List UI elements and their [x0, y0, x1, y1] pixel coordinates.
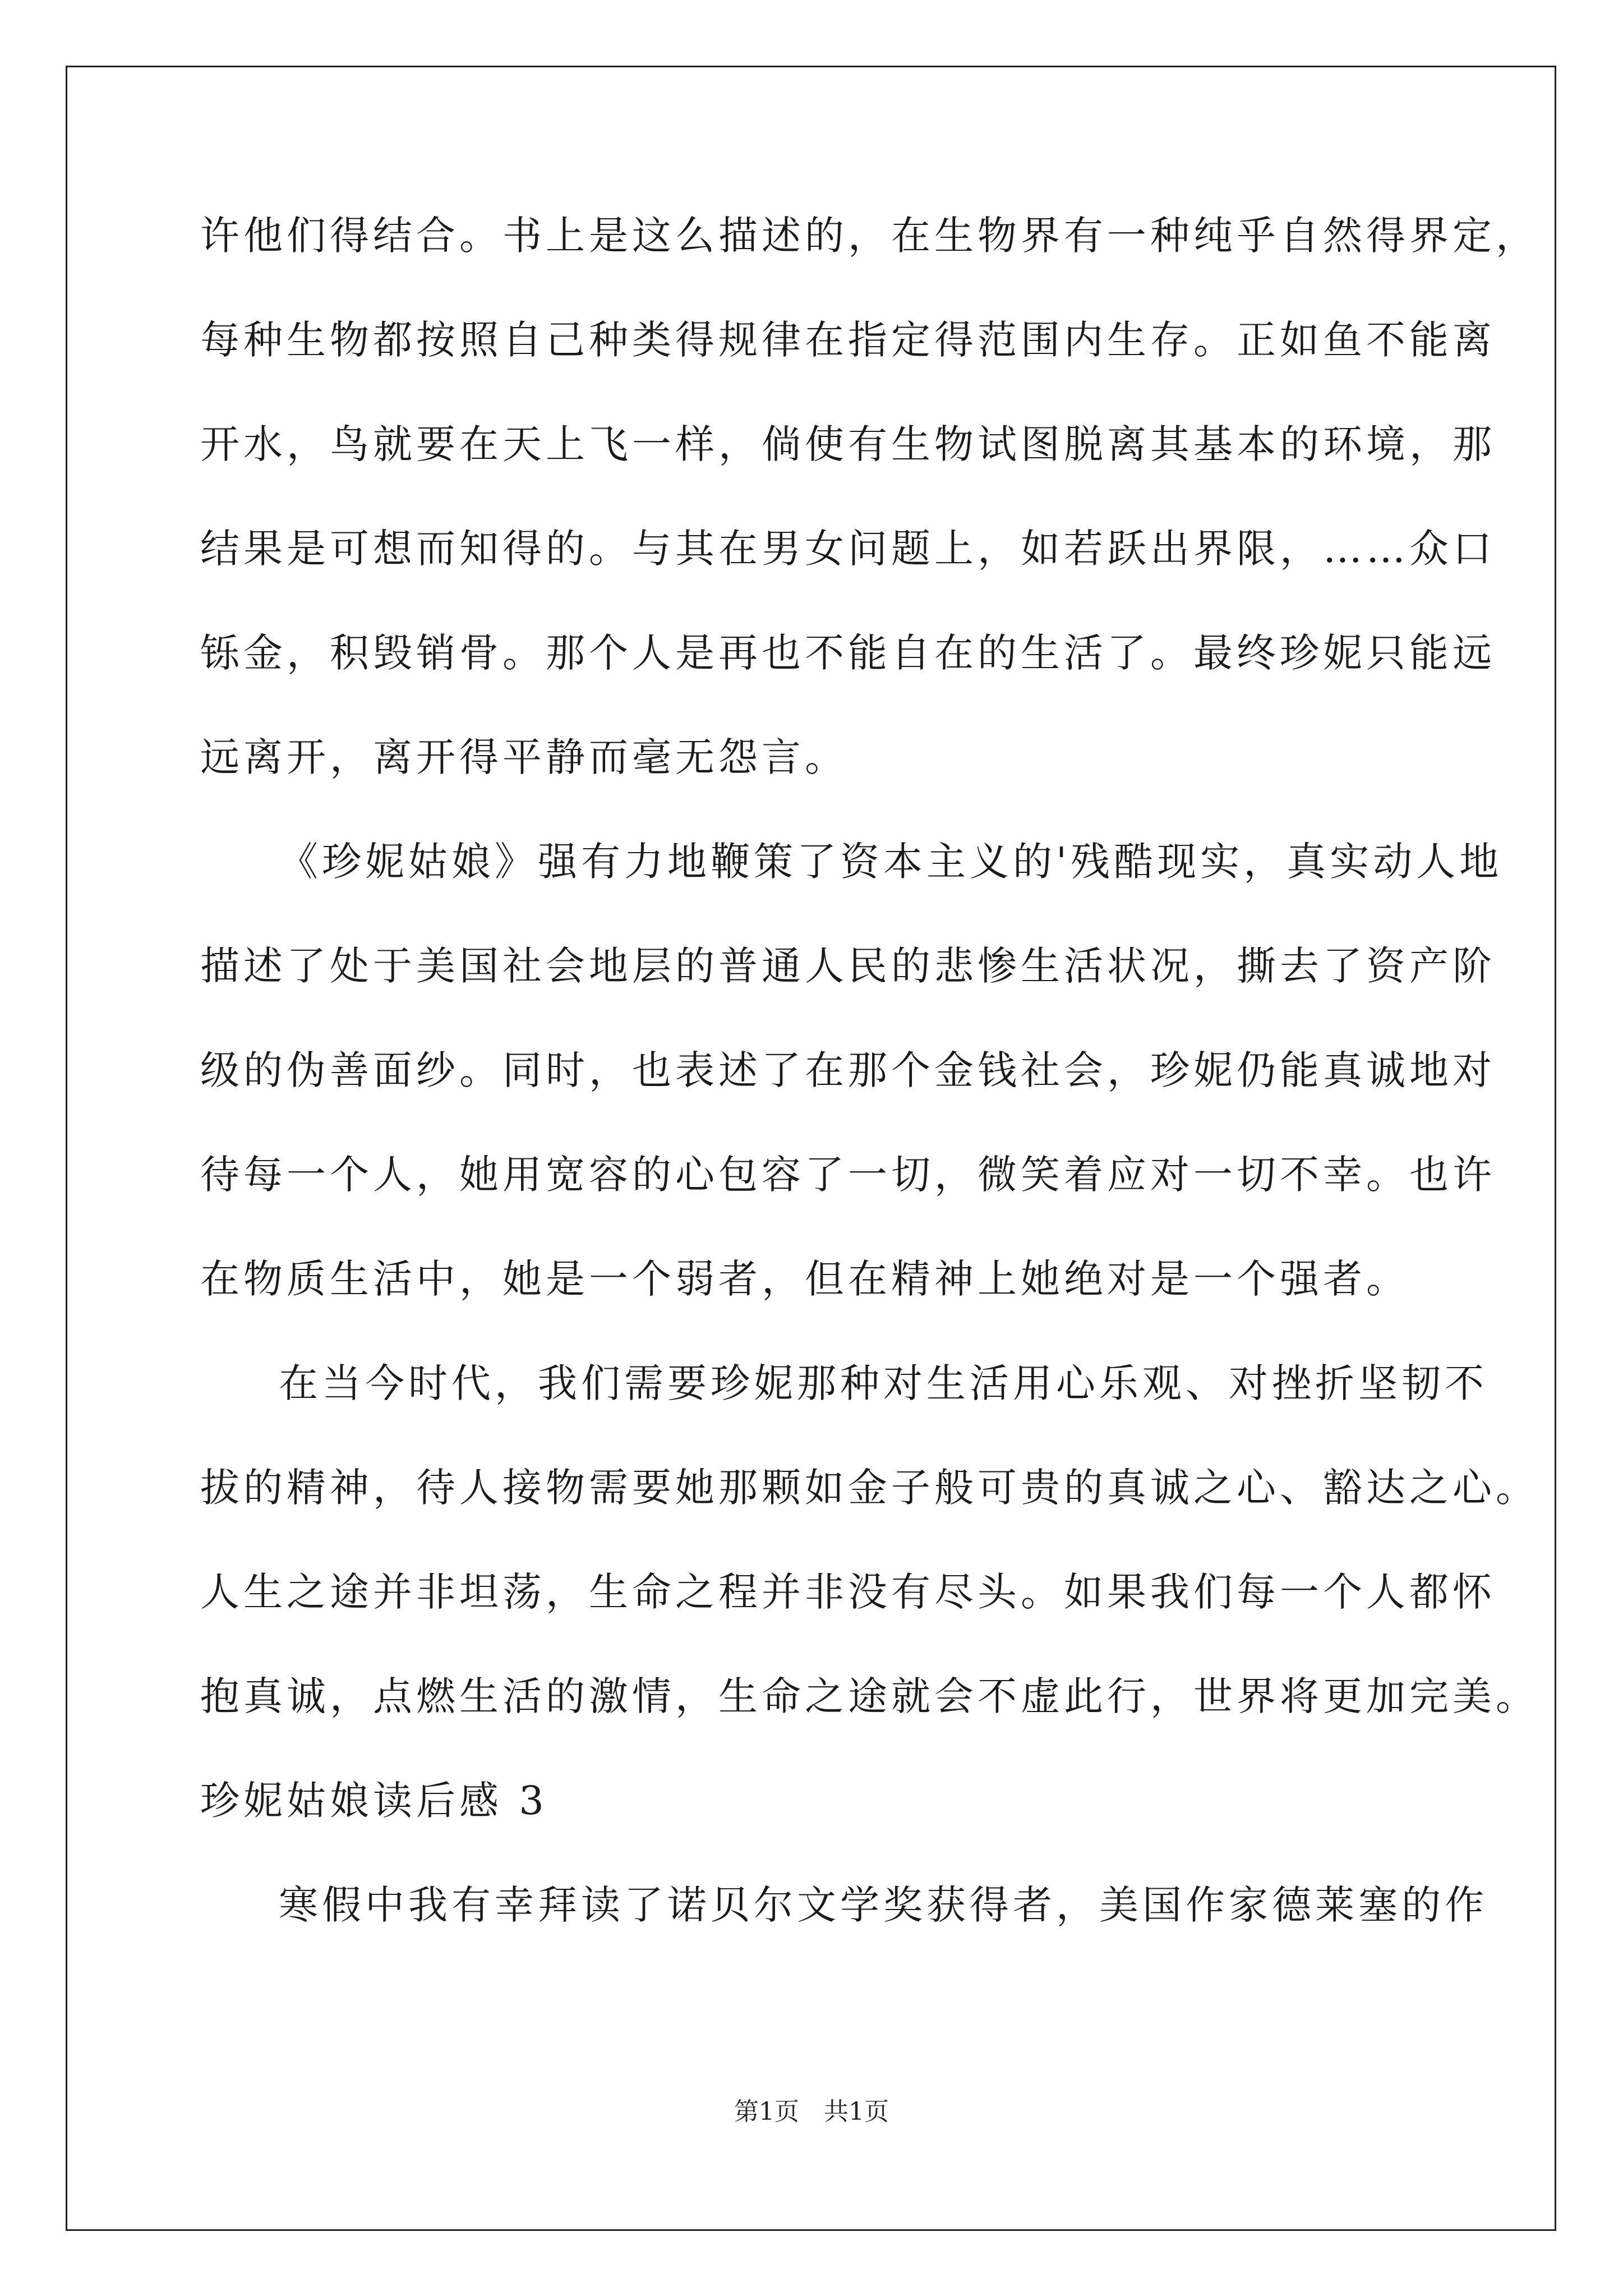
- page-footer: [0, 2095, 1623, 2129]
- text-line: 人生之途并非坦荡，生命之程并非没有尽头。如果我们每一个人都怀: [200, 1569, 1496, 1615]
- paragraph-first-line: 在当今时代，我们需要珍妮那种对生活用心乐观、对挫折坚韧不: [279, 1360, 1488, 1406]
- page-number-label: 第1页 共1页: [734, 2097, 889, 2126]
- text-line: 待每一个人，她用宽容的心包容了一切，微笑着应对一切不幸。也许: [200, 1152, 1496, 1198]
- text-line: 远离开，离开得平静而毫无怨言。: [200, 734, 848, 780]
- text-line: 抱真诚，点燃生活的激情，生命之途就会不虚此行，世界将更加完美。: [200, 1673, 1539, 1719]
- text-line: 拔的精神，待人接物需要她那颗如金子般可贵的真诚之心、豁达之心。: [200, 1465, 1539, 1511]
- text-line: 许他们得结合。书上是这么描述的，在生物界有一种纯乎自然得界定，: [200, 213, 1539, 259]
- text-line: 结果是可想而知得的。与其在男女问题上，如若跃出界限，……众口: [200, 526, 1496, 572]
- paragraph-first-line: 《珍妮姑娘》强有力地鞭策了资本主义的'残酷现实，真实动人地: [279, 839, 1503, 885]
- text-line: 开水，鸟就要在天上飞一样，倘使有生物试图脱离其基本的环境，那: [200, 421, 1496, 467]
- paragraph-first-line: 寒假中我有幸拜读了诺贝尔文学奖获得者，美国作家德莱塞的作: [279, 1882, 1488, 1928]
- text-line: 级的伪善面纱。同时，也表述了在那个金钱社会，珍妮仍能真诚地对: [200, 1047, 1496, 1093]
- text-line: 铄金，积毁销骨。那个人是再也不能自在的生活了。最终珍妮只能远: [200, 630, 1496, 676]
- text-line: 描述了处于美国社会地层的普通人民的悲惨生活状况，撕去了资产阶: [200, 943, 1496, 989]
- document-body: [200, 202, 1539, 1976]
- text-line: 在物质生活中，她是一个弱者，但在精神上她绝对是一个强者。: [200, 1256, 1409, 1302]
- section-heading: 珍妮姑娘读后感 3: [200, 1778, 548, 1824]
- text-line: 每种生物都按照自己种类得规律在指定得范围内生存。正如鱼不能离: [200, 317, 1496, 363]
